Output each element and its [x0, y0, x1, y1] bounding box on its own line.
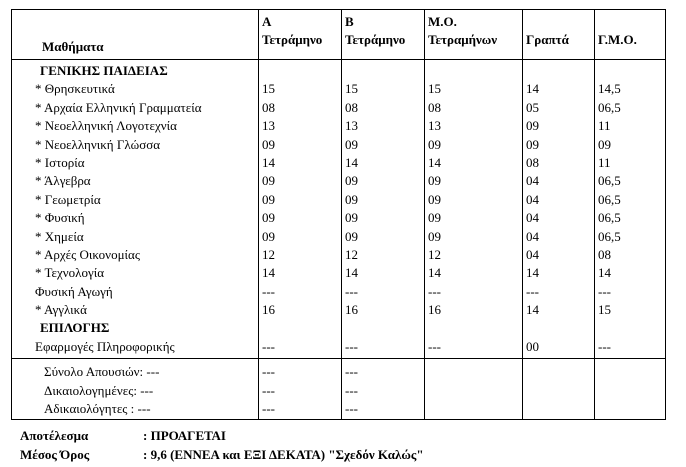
b-term-grade: 12: [345, 246, 358, 262]
subject-name: * Αρχαία Ελληνική Γραμματεία: [35, 99, 202, 115]
a-term-grade: ---: [262, 338, 275, 354]
average-grade: 16: [428, 302, 441, 318]
subject-name: * Αγγλικά: [35, 302, 87, 318]
a-term-grade: 15: [262, 81, 275, 97]
absences-empty-mo: [425, 359, 523, 420]
b-term-grade: 09: [345, 136, 358, 152]
gmo-grade: ---: [598, 338, 611, 354]
elective-subject-list: [15, 338, 258, 356]
written-grade: 14: [526, 81, 539, 97]
average-label: Μέσος Όρος: [20, 447, 90, 462]
a-term-grade: 09: [262, 228, 275, 244]
written-grade: 08: [526, 154, 539, 170]
header-mo-line1: Μ.Ο.: [428, 14, 457, 29]
section-elective: ΕΠΙΛΟΓΗΣ: [40, 320, 110, 336]
gmo-grade: 11: [598, 154, 611, 170]
absences-a-term: [259, 359, 342, 420]
header-gmo: [595, 10, 666, 60]
a-term-grade: 16: [262, 302, 275, 318]
a-term-grade: 14: [262, 154, 275, 170]
written-grade: ---: [526, 283, 539, 299]
result-label: Αποτέλεσμα: [20, 428, 89, 443]
a-term-grade: 13: [262, 118, 275, 134]
average-grade: 14: [428, 154, 441, 170]
result-value: : ΠΡΟΑΓΕΤΑΙ: [143, 428, 226, 443]
gmo-grade: 14,5: [598, 81, 621, 97]
gmo-grade: 06,5: [598, 99, 621, 115]
b-term-grade: 14: [345, 265, 358, 281]
gmo-grade: 06,5: [598, 228, 621, 244]
gmo-grade: 11: [598, 118, 611, 134]
result-line: [20, 428, 424, 447]
average-line: [20, 447, 424, 466]
average-grade: 09: [428, 191, 441, 207]
subject-column: [12, 60, 259, 359]
a-term-grade: 09: [262, 136, 275, 152]
absence-a-value: ---: [262, 401, 275, 417]
written-grade: 04: [526, 173, 539, 189]
subject-name: * Θρησκευτικά: [35, 81, 115, 97]
average-grade: ---: [428, 338, 441, 354]
average-grade: 14: [428, 265, 441, 281]
b-term-grade: 09: [345, 173, 358, 189]
header-subject: Μαθήματα: [12, 10, 259, 60]
a-term-grade: 09: [262, 191, 275, 207]
header-mo-line2: Τετραμήνων: [428, 32, 498, 47]
header-written: [523, 10, 595, 60]
subject-name: Φυσική Αγωγή: [35, 283, 113, 299]
subject-name: * Ιστορία: [35, 154, 85, 170]
absences-row: [12, 359, 666, 420]
header-a-line1: Α: [262, 14, 272, 29]
a-term-grade: 12: [262, 246, 275, 262]
written-grade: 09: [526, 136, 539, 152]
average-grade: 09: [428, 210, 441, 226]
section-general: ΓΕΝΙΚΗΣ ΠΑΙΔΕΙΑΣ: [40, 63, 168, 78]
subject-name: * Νεοελληνική Γλώσσα: [35, 136, 161, 152]
subject-name: * Γεωμετρία: [35, 191, 101, 207]
gmo-grade: 15: [598, 302, 611, 318]
absence-label: Δικαιολογημένες: ---: [44, 382, 154, 398]
gmo-grade: 14: [598, 265, 611, 281]
subject-name: * Τεχνολογία: [35, 265, 105, 281]
header-a-line2: Τετράμηνο: [262, 32, 323, 47]
average-grade: 09: [428, 228, 441, 244]
gmo-grade: 09: [598, 136, 611, 152]
average-grade: 12: [428, 246, 441, 262]
b-term-column: [342, 60, 425, 359]
absence-a-value: ---: [262, 364, 275, 380]
a-term-column: [259, 60, 342, 359]
subject-name: * Άλγεβρα: [35, 173, 91, 189]
header-b-line2: Τετράμηνο: [345, 32, 406, 47]
written-grade: 04: [526, 246, 539, 262]
absences-b-term: [342, 359, 425, 420]
b-term-grade: 09: [345, 191, 358, 207]
b-term-grade: ---: [345, 338, 358, 354]
gmo-grade: 06,5: [598, 210, 621, 226]
average-grade: 08: [428, 99, 441, 115]
average-grade: 15: [428, 81, 441, 97]
absence-b-value: ---: [345, 382, 358, 398]
average-grade: 09: [428, 173, 441, 189]
b-term-grade: 16: [345, 302, 358, 318]
subject-name: Εφαρμογές Πληροφορικής: [35, 338, 175, 354]
written-grade: 04: [526, 210, 539, 226]
subject-name: * Νεοελληνική Λογοτεχνία: [35, 118, 177, 134]
written-grade: 00: [526, 338, 539, 354]
gmo-column: [595, 60, 666, 359]
absences-empty-gmo: [595, 359, 666, 420]
a-term-grade: 09: [262, 210, 275, 226]
header-b-term: [342, 10, 425, 60]
a-term-grade: 08: [262, 99, 275, 115]
absences-labels: [12, 359, 259, 420]
written-grade: 14: [526, 302, 539, 318]
a-term-grade: 14: [262, 265, 275, 281]
written-grade: 04: [526, 191, 539, 207]
absences-empty-written: [523, 359, 595, 420]
b-term-grade: 08: [345, 99, 358, 115]
b-term-grade: 09: [345, 210, 358, 226]
written-grade: 09: [526, 118, 539, 134]
gmo-grade: 06,5: [598, 191, 621, 207]
absence-label: Σύνολο Απουσιών: ---: [44, 364, 160, 380]
b-term-grade: 15: [345, 81, 358, 97]
subject-name: * Φυσική: [35, 210, 85, 226]
header-term-average: [425, 10, 523, 60]
absence-a-value: ---: [262, 382, 275, 398]
grades-body-row: [12, 60, 666, 359]
header-a-term: [259, 10, 342, 60]
subject-name: * Χημεία: [35, 228, 84, 244]
a-term-grade: ---: [262, 283, 275, 299]
average-value: : 9,6 (ΕΝΝΕΑ και ΕΞΙ ΔΕΚΑΤΑ) "Σχεδόν Καλώς": [143, 447, 424, 462]
gmo-grade: ---: [598, 283, 611, 299]
grades-table: [11, 9, 666, 420]
b-term-grade: 14: [345, 154, 358, 170]
written-grade: 14: [526, 265, 539, 281]
average-grade: 09: [428, 136, 441, 152]
written-grade: 04: [526, 228, 539, 244]
gmo-grade: 08: [598, 246, 611, 262]
average-grade: ---: [428, 283, 441, 299]
header-b-line1: Β: [345, 14, 354, 29]
subject-name: * Αρχές Οικονομίας: [35, 246, 140, 262]
average-column: [425, 60, 523, 359]
absence-b-value: ---: [345, 364, 358, 380]
absence-label: Αδικαιολόγητες : ---: [44, 401, 151, 417]
header-row: [12, 10, 666, 60]
header-written-label: Γραπτά: [526, 32, 569, 47]
result-summary: [20, 428, 424, 466]
absence-b-value: ---: [345, 401, 358, 417]
header-gmo-label: Γ.Μ.Ο.: [598, 32, 637, 47]
b-term-grade: 09: [345, 228, 358, 244]
b-term-grade: 13: [345, 118, 358, 134]
a-term-grade: 09: [262, 173, 275, 189]
general-subject-list: [15, 80, 258, 319]
b-term-grade: ---: [345, 283, 358, 299]
written-grade: 05: [526, 99, 539, 115]
gmo-grade: 06,5: [598, 173, 621, 189]
average-grade: 13: [428, 118, 441, 134]
written-column: [523, 60, 595, 359]
